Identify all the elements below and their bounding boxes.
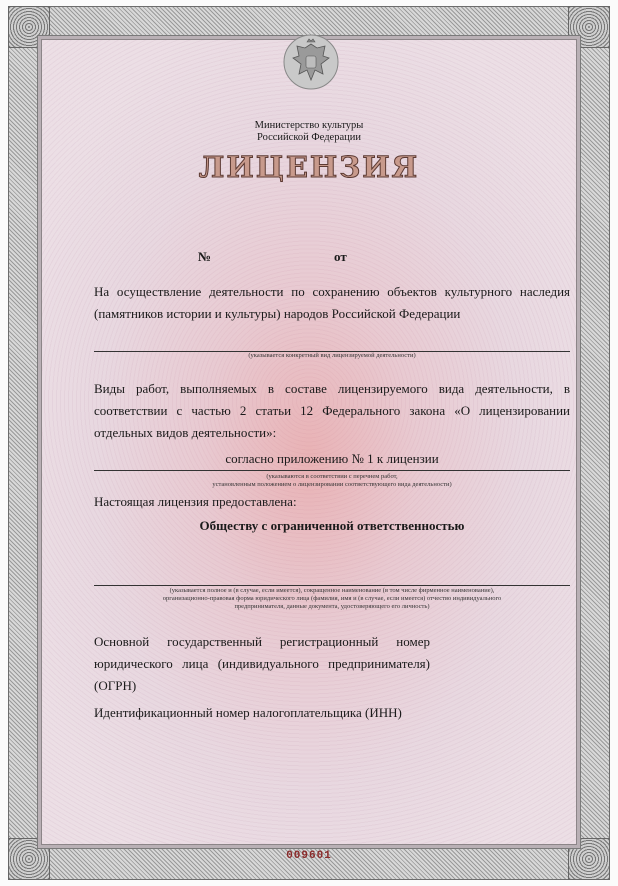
activity-note: (указывается конкретный вид лицензируемой деятельности) — [248, 352, 416, 359]
grantee-value: Обществу с ограниченной ответственностью — [199, 518, 465, 533]
grantee-label: Настоящая лицензия предоставлена: — [94, 494, 297, 509]
coat-of-arms-icon — [283, 34, 339, 90]
grantee-note — [94, 587, 570, 611]
works-value: согласно приложению № 1 к лицензии — [225, 451, 439, 466]
grantee-note-line-2: организационно-правовая форма юридического лица (фамилия, имя и (в случае, если имеется) отчество индивидуального — [162, 595, 502, 602]
grantee-note-line-3: предпринимателя, данные документа, удостоверяющего его личность) — [234, 603, 430, 610]
ogrn-label: Основной государственный регистрационный номер юридического лица (индивидуального предпринимателя) (ОГРН) — [94, 634, 430, 693]
license-number-label: № — [198, 249, 212, 264]
license-date-label: от — [334, 249, 347, 264]
works-note-line-2: установленным положением о лицензировании соответствующего вида деятельности) — [212, 481, 452, 488]
grantee-note-line-1: (указывается полное и (в случае, если имеется), сокращенное наименование (в том числе фирменное наименование), — [169, 587, 495, 594]
document-title: ЛИЦЕНЗИЯ — [198, 150, 420, 184]
works-underline — [94, 470, 570, 471]
works-note-line-1: (указываются в соответствии с перечнем работ, — [266, 473, 398, 480]
grantee-underline — [94, 585, 570, 586]
inn-label: Идентификационный номер налогоплательщика (ИНН) — [94, 705, 402, 720]
activity-text: На осуществление деятельности по сохранению объектов культурного наследия (памятников истории и культуры) народов Российской Федерации — [94, 284, 570, 321]
ministry-line-1: Министерство культуры — [254, 120, 364, 131]
works-text: Виды работ, выполняемых в составе лицензируемого вида деятельности, в соответствии с частью 2 статьи 12 Федерального закона «О лицензировании отдельных видов деятельности»: — [94, 381, 570, 440]
form-serial-number: 009601 — [286, 850, 332, 862]
works-note — [94, 473, 570, 489]
ministry-line-2: Российской Федерации — [257, 132, 361, 143]
ministry-name — [0, 120, 618, 144]
